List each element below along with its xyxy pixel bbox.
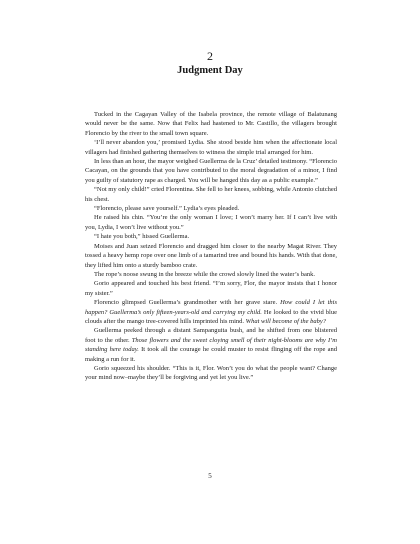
body-paragraph bbox=[85, 110, 337, 138]
paragraph-text: ‘I’ll never abandon you,’ promised Lydia. She stood beside him when the affectionate local villagers had finished gathering themselves to witness the simple trial arranged for him. bbox=[85, 139, 337, 156]
paragraph-text: Tucked in the Cagayan Valley of the Isabela province, the remote village of Balatunang would never be the same. Now that Felix had hastened to Mr. Castillo, the villagers brought Florencio by the river to the small town square. bbox=[85, 111, 337, 137]
body-paragraph bbox=[85, 364, 337, 383]
chapter-title: Judgment Day bbox=[177, 65, 243, 76]
body-paragraph bbox=[85, 138, 337, 157]
body-paragraph bbox=[85, 242, 337, 270]
body-paragraph bbox=[85, 232, 337, 241]
chapter-body bbox=[85, 110, 337, 383]
paragraph-text: Guellerma peeked through a distant Sampanguita bush, and he shifted from one blistered foot to the other. bbox=[85, 327, 337, 344]
body-paragraph bbox=[85, 326, 337, 364]
italic-thought: Those flowers and the sweet cloying smell of their night-blooms are why I’m standing here today. bbox=[85, 336, 337, 354]
body-paragraph bbox=[85, 185, 337, 204]
paragraph-text: “Not my only child!” cried Florentina. She fell to her knees, sobbing, while Antonio clutched his chest. bbox=[85, 186, 337, 203]
body-paragraph bbox=[85, 298, 337, 326]
italic-thought: What will become of the baby? bbox=[245, 317, 326, 325]
paragraph-text: In less than an hour, the mayor weighed Guellerma de la Cruz’ detailed testimony. “Florencio Cacayan, on the grounds that you have contributed to the moral degradation of a minor, I find you guilty of statutory rape as charged. You will be hanged this day as a public example.” bbox=[85, 158, 337, 184]
body-paragraph bbox=[85, 204, 337, 213]
paragraph-text: He raised his chin. “You’re the only woman I love; I won’t marry her. If I can’t live with you, Lydia, I won’t live without you.” bbox=[85, 214, 337, 231]
chapter-number: 2 bbox=[207, 49, 213, 63]
paragraph-text: “I hate you both,” hissed Guellerma. bbox=[94, 233, 190, 241]
paragraph-text: He looked to the vivid blue clouds after the mango tree-covered hills imprinted his mind. bbox=[85, 308, 337, 325]
paragraph-text: “Florencio, please save yourself.” Lydia’s eyes pleaded. bbox=[94, 205, 240, 213]
body-paragraph bbox=[85, 279, 337, 298]
body-paragraph bbox=[85, 157, 337, 185]
paragraph-text: Gorio squeezed his shoulder. “This is it, Flor. Won’t you do what the people want? Change your mind now–maybe they’ll be forgiving and yet let you live.” bbox=[85, 364, 337, 382]
italic-thought: How could I let this happen? Guellerma’s only fifteen-years-old and carrying my child. bbox=[85, 299, 337, 316]
paragraph-text: It took all the courage he could muster to resist flinging off the rope and making a run for it. bbox=[85, 346, 337, 363]
paragraph-text: Gorio appeared and touched his best friend. “I’m sorry, Flor, the mayor insists that I honor my sister.” bbox=[85, 280, 337, 297]
paragraph-text: Moises and Juan seized Florencio and dragged him closer to the nearby Magat River. They tossed a heavy hemp rope over one limb of a tamarind tree and bound his hands. With that done, they lifted him onto a sturdy bamboo crate. bbox=[85, 242, 337, 269]
paragraph-text: The rope’s noose swung in the breeze while the crowd slowly lined the water’s bank. bbox=[94, 270, 315, 278]
page-number: 5 bbox=[208, 472, 212, 480]
paragraph-text: Florencio glimpsed Guellerma’s grandmother with her grave stare. bbox=[94, 299, 281, 307]
body-paragraph bbox=[85, 213, 337, 232]
body-paragraph bbox=[85, 270, 337, 279]
